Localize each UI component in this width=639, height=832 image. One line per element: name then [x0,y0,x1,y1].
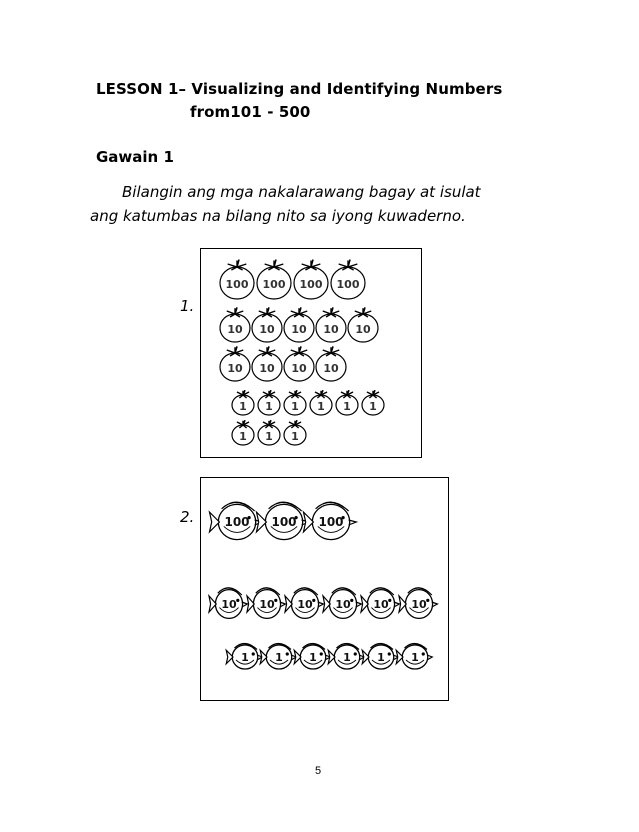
tomato-value: 10 [259,323,275,336]
tomato-value: 1 [265,430,273,443]
fish-picture [201,478,448,700]
page-number: 5 [315,765,322,777]
fish-100 [304,502,357,539]
tomato-1 [362,390,384,415]
tomato-10 [348,307,378,342]
tomato-value: 1 [343,400,351,413]
tomato-10 [316,307,346,342]
fish-value: 10 [259,598,275,611]
tomato-10 [284,307,314,342]
fish-value: 1 [275,651,283,664]
fish-value: 1 [241,651,249,664]
tomato-1 [336,390,358,415]
fish-10 [361,588,399,619]
tomato-1 [258,390,280,415]
fish-value: 100 [318,515,344,529]
item-2-label: 2. [180,508,195,526]
tomato-value: 100 [262,278,286,291]
fish-value: 100 [271,515,297,529]
fish-value: 10 [297,598,313,611]
item-1-label: 1. [180,297,195,315]
tomato-value: 10 [227,323,243,336]
fish-10 [209,588,247,619]
tomato-100 [294,260,328,299]
tomato-value: 1 [239,430,247,443]
tomato-10 [252,307,282,342]
tomato-1 [310,390,332,415]
tomato-value: 1 [291,430,299,443]
activity-title: Gawain 1 [96,148,174,166]
tomato-10 [220,307,250,342]
tomato-10 [252,346,282,381]
fish-value: 10 [335,598,351,611]
fish-10 [323,588,361,619]
tomato-10 [316,346,346,381]
item-2-picture-box [200,477,449,701]
tomato-value: 10 [291,362,307,375]
instruction-line-2: ang katumbas na bilang nito sa iyong kuwaderno. [90,207,466,225]
tomato-value: 10 [323,362,339,375]
fish-1 [226,643,262,669]
tomato-10 [220,346,250,381]
fish-10 [285,588,323,619]
tomato-value: 10 [323,323,339,336]
tomato-100 [220,260,254,299]
tomato-value: 1 [317,400,325,413]
tomato-value: 1 [265,400,273,413]
tomato-value: 1 [239,400,247,413]
tomato-value: 100 [299,278,323,291]
fish-1 [328,643,364,669]
tomato-value: 10 [259,362,275,375]
fish-value: 100 [224,515,250,529]
tomato-1 [284,420,306,445]
lesson-title-range: from101 - 500 [190,103,311,121]
fish-value: 10 [221,598,237,611]
tomato-value: 1 [369,400,377,413]
tomato-100 [257,260,291,299]
tomato-value: 10 [291,323,307,336]
fish-10 [247,588,285,619]
tomato-1 [284,390,306,415]
fish-1 [362,643,398,669]
tomato-value: 100 [336,278,360,291]
lesson-title: LESSON 1– Visualizing and Identifying Numbers [96,80,503,98]
fish-100 [210,502,263,539]
fish-value: 1 [343,651,351,664]
fish-1 [396,643,432,669]
tomato-picture [201,249,421,457]
tomato-value: 10 [355,323,371,336]
tomato-10 [284,346,314,381]
tomato-value: 1 [291,400,299,413]
fish-100 [257,502,310,539]
fish-1 [260,643,296,669]
tomato-value: 10 [227,362,243,375]
fish-value: 1 [377,651,385,664]
fish-value: 1 [309,651,317,664]
fish-10 [399,588,437,619]
tomato-1 [258,420,280,445]
fish-value: 10 [373,598,389,611]
tomato-value: 100 [225,278,249,291]
instruction-line-1: Bilangin ang mga nakalarawang bagay at isulat [122,183,481,201]
item-1-picture-box [200,248,422,458]
tomato-1 [232,420,254,445]
tomato-100 [331,260,365,299]
fish-1 [294,643,330,669]
tomato-1 [232,390,254,415]
fish-value: 10 [411,598,427,611]
fish-value: 1 [411,651,419,664]
